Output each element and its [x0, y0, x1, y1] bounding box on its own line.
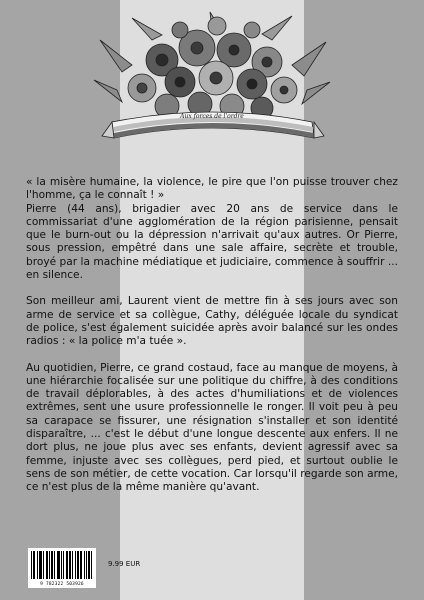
price-label: 9.99 EUR	[108, 560, 141, 568]
barcode-bars	[31, 551, 93, 579]
flower-bouquet-illustration	[92, 10, 332, 160]
blurb-paragraph-2: Son meilleur ami, Laurent vient de mettre fin à ses jours avec son arme de service et sa collègue, Cathy, déléguée locale du syndicat de police, s'est également suicidée après avoir balancé sur les ondes radios : « la police m'a tuée ».	[26, 295, 398, 348]
ribbon	[102, 112, 324, 138]
blurb-paragraph-3: Au quotidien, Pierre, ce grand costaud, face au manque de moyens, à une hiérarchie focalisée sur une politique du chiffre, à des conditions de travail déplorables, à des actes d'humiliations et de violences extrêmes, sent une usure professionnelle le ronger. Il voit peu à peu sa carapace se fissurer, une résignation s'installer et son identité disparaître, ... c'est le début d'une longue descente aux enfers. Il ne dort plus, ne joue plus avec ses enfants, devient agressif avec sa femme, injuste avec ses collègues, perd pied, et surtout oublie le sens de son métier, de cette vocation. Car lorsqu'il regarde son arme, ce n'est plus de la même manière qu'avant.	[26, 361, 398, 494]
back-cover-blurb	[26, 176, 398, 508]
ribbon-inscription: Aux forces de l'ordre	[180, 113, 244, 120]
isbn-barcode	[28, 548, 96, 588]
blurb-paragraph-1: « la misère humaine, la violence, le pire que l'on puisse trouver chez l'homme, ça le connaît ! » Pierre (44 ans), brigadier avec 20 ans de service dans le commissariat d'une agglomération de la région parisienne, pensait que le burn-out ou la dépression n'arrivait qu'aux autres. Or Pierre, sous pression, empêtré dans une sale affaire, secrète et trouble, broyé par la machine médiatique et judiciaire, commence à souffrir ... en silence.	[26, 176, 398, 282]
isbn-digits: 9 782322 503926	[40, 582, 84, 587]
